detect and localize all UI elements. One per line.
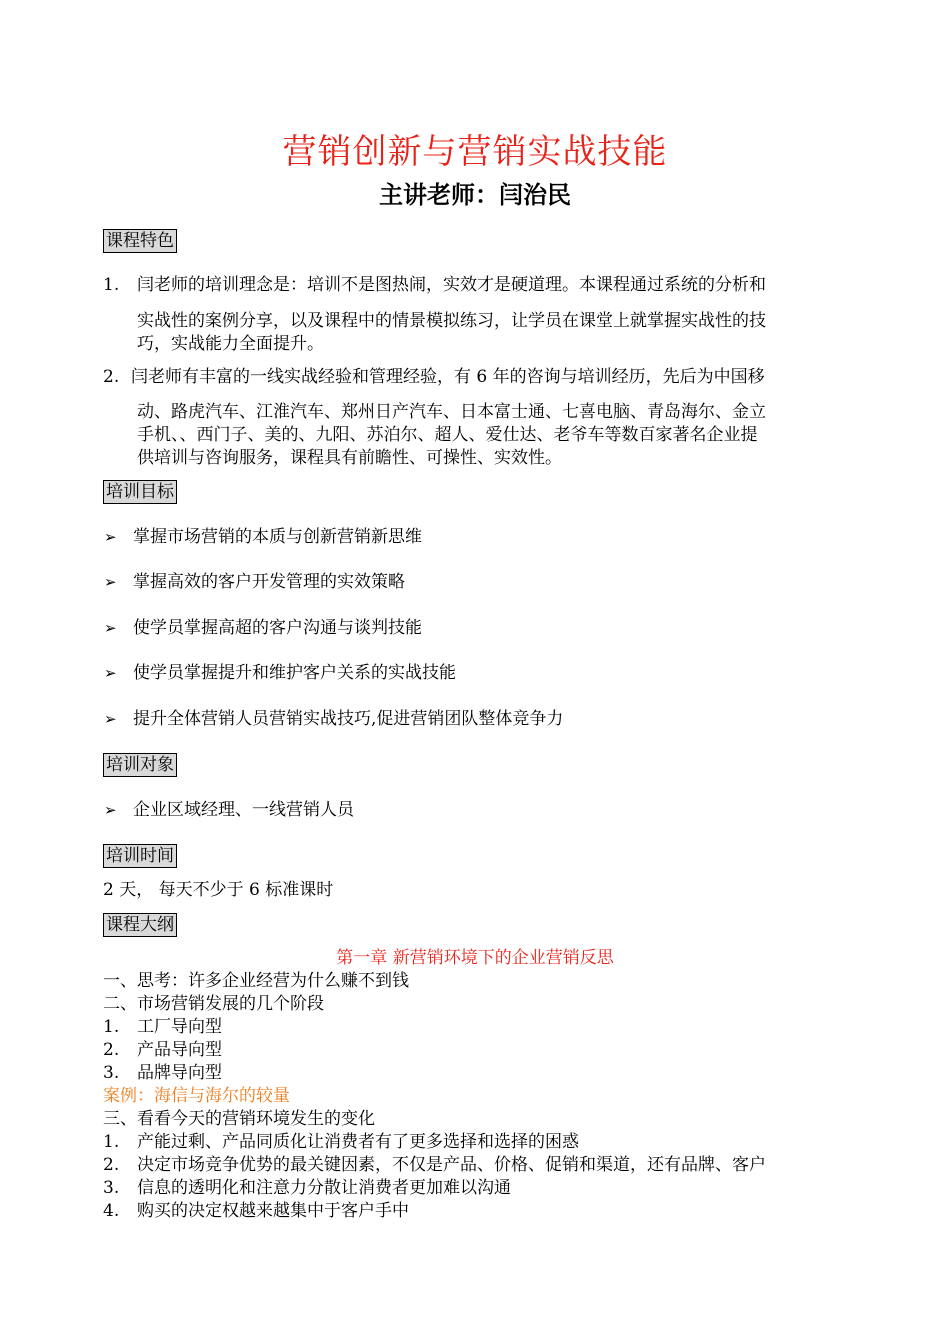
list-number: 4. (103, 1201, 120, 1221)
chapter-heading: 第一章 新营销环境下的企业营销反思 (336, 948, 614, 968)
outline-section-2: 二、市场营销发展的几个阶段 (103, 994, 324, 1014)
outline-item: 品牌导向型 (137, 1063, 222, 1083)
list-number: 2. (103, 1040, 120, 1060)
arrow-bullet-icon: ➢ (104, 801, 117, 819)
case-study-label: 案例：海信与海尔的较量 (103, 1086, 290, 1106)
list-number: 3. (103, 1063, 120, 1083)
section-tag-outline: 课程大纲 (103, 913, 177, 937)
feature-2-line-3: 手机、、西门子、美的、九阳、苏泊尔、超人、爱仕达、老爷车等数百家著名企业提 (137, 425, 758, 445)
audience-item: 企业区域经理、一线营销人员 (133, 800, 354, 820)
outline-item: 决定市场竞争优势的最关键因素，不仅是产品、价格、促销和渠道，还有品牌、客户 (137, 1155, 766, 1175)
feature-2-line-2: 动、路虎汽车、江淮汽车、郑州日产汽车、日本富士通、七喜电脑、青岛海尔、金立 (137, 402, 766, 422)
arrow-bullet-icon: ➢ (104, 619, 117, 637)
goal-item: 掌握高效的客户开发管理的实效策略 (133, 572, 405, 592)
feature-2-line-4: 供培训与咨询服务，课程具有前瞻性、可操性、实效性。 (137, 448, 562, 468)
list-number: 2. (103, 367, 120, 387)
goal-item: 掌握市场营销的本质与创新营销新思维 (133, 527, 422, 547)
document-subtitle: 主讲老师：闫治民 (379, 180, 571, 209)
time-text: 2 天， 每天不少于 6 标准课时 (103, 880, 334, 900)
list-number: 1. (103, 1017, 120, 1037)
arrow-bullet-icon: ➢ (104, 573, 117, 591)
outline-item: 工厂导向型 (137, 1017, 222, 1037)
feature-1-line-3: 巧，实战能力全面提升。 (137, 334, 324, 354)
section-tag-audience: 培训对象 (103, 753, 177, 777)
goal-item: 使学员掌握提升和维护客户关系的实战技能 (133, 663, 456, 683)
outline-item: 产品导向型 (137, 1040, 222, 1060)
feature-2-line-1: 闫老师有丰富的一线实战经验和管理经验，有 6 年的咨询与培训经历，先后为中国移 (131, 367, 765, 387)
section-tag-goals: 培训目标 (103, 480, 177, 504)
list-number: 2. (103, 1155, 120, 1175)
goal-item: 提升全体营销人员营销实战技巧,促进营销团队整体竞争力 (133, 709, 564, 729)
feature-1-line-2: 实战性的案例分享，以及课程中的情景模拟练习，让学员在课堂上就掌握实战性的技 (137, 311, 766, 331)
section-tag-features: 课程特色 (103, 229, 177, 253)
outline-item: 信息的透明化和注意力分散让消费者更加难以沟通 (137, 1178, 511, 1198)
goal-item: 使学员掌握高超的客户沟通与谈判技能 (133, 618, 422, 638)
arrow-bullet-icon: ➢ (104, 528, 117, 546)
outline-section-3: 三、看看今天的营销环境发生的变化 (103, 1109, 375, 1129)
list-number: 1. (103, 275, 120, 295)
arrow-bullet-icon: ➢ (104, 710, 117, 728)
document-title: 营销创新与营销实战技能 (282, 132, 668, 172)
outline-item: 购买的决定权越来越集中于客户手中 (137, 1201, 409, 1221)
list-number: 1. (103, 1132, 120, 1152)
outline-item: 产能过剩、产品同质化让消费者有了更多选择和选择的困惑 (137, 1132, 579, 1152)
section-tag-time: 培训时间 (103, 844, 177, 868)
arrow-bullet-icon: ➢ (104, 664, 117, 682)
list-number: 3. (103, 1178, 120, 1198)
outline-section-1: 一、思考：许多企业经营为什么赚不到钱 (103, 971, 409, 991)
feature-1-line-1: 闫老师的培训理念是：培训不是图热闹，实效才是硬道理。本课程通过系统的分析和 (137, 275, 766, 295)
